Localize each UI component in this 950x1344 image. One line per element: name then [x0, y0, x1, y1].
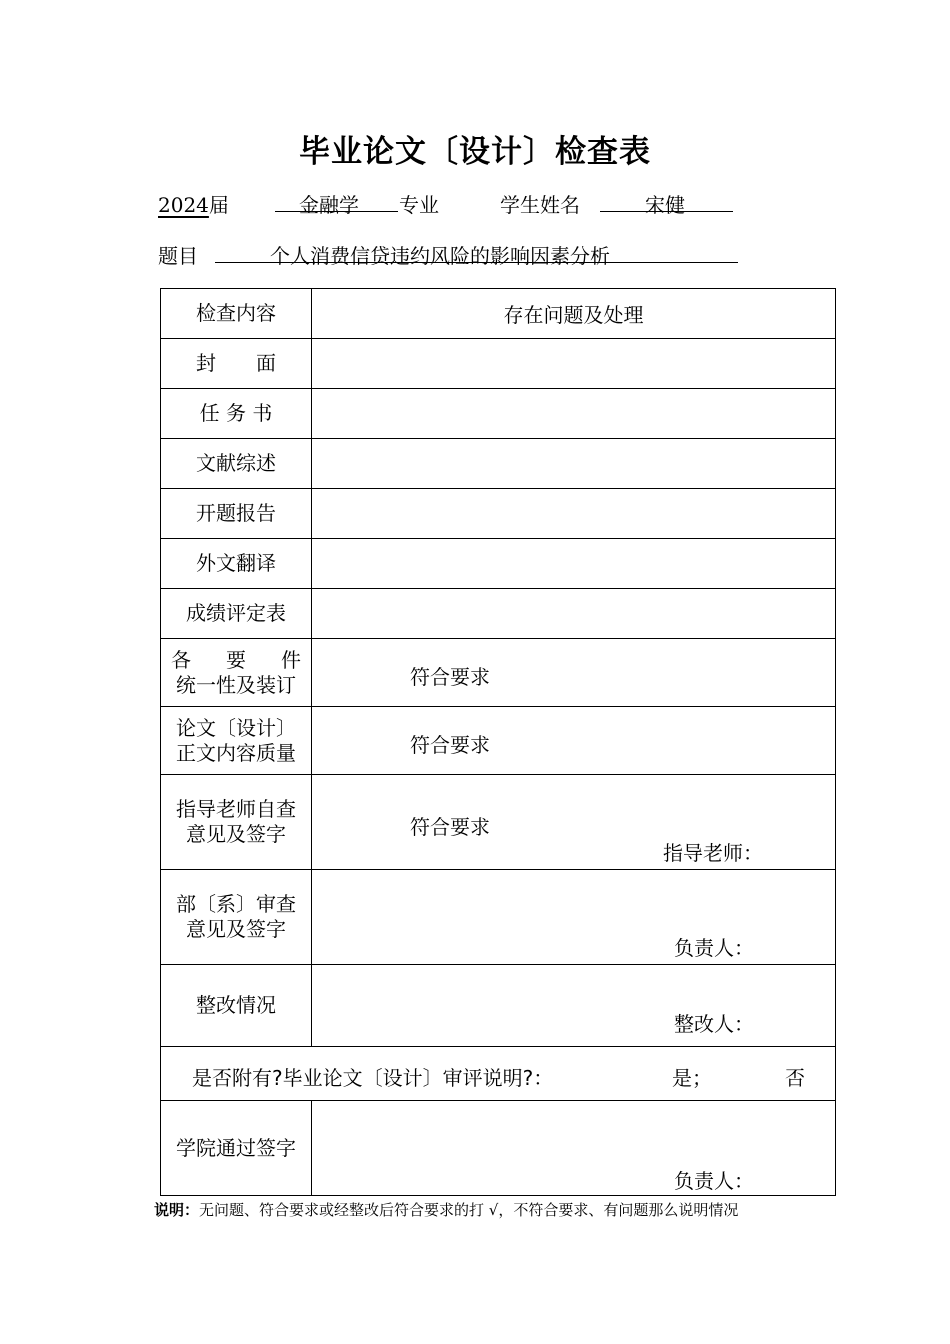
table-row	[161, 489, 836, 539]
binding-line1: 各 要 件	[171, 647, 301, 672]
row-label-translation: 外文翻译	[161, 539, 312, 589]
table-header-row	[161, 289, 836, 339]
table-row	[161, 1101, 836, 1196]
dept-line1: 部〔系〕审查	[176, 892, 296, 916]
row-label-quality	[161, 707, 312, 775]
row-label-binding	[161, 639, 312, 707]
topic-value: 个人消费信贷违约风险的影响因素分析	[270, 244, 610, 268]
table-row	[161, 439, 836, 489]
footnote-label: 说明：	[154, 1201, 200, 1219]
row-value-revise[interactable]	[312, 965, 836, 1047]
row-value-quality[interactable]	[312, 707, 836, 775]
table-row	[161, 589, 836, 639]
footnote	[154, 1199, 738, 1220]
row-value-review[interactable]	[312, 439, 836, 489]
quality-value: 符合要求	[410, 733, 490, 757]
quality-line1: 论文〔设计〕	[176, 715, 296, 740]
row-label-proposal: 开题报告	[161, 489, 312, 539]
table-row	[161, 639, 836, 707]
row-label-college: 学院通过签字	[161, 1101, 312, 1196]
row-value-proposal[interactable]	[312, 489, 836, 539]
footnote-text: 无问题、符合要求或经整改后符合要求的打 √，不符合要求、有问题那么说明情况	[199, 1201, 739, 1219]
year-line	[158, 189, 229, 218]
table-row	[161, 965, 836, 1047]
major-label: 专业	[399, 193, 439, 217]
binding-value: 符合要求	[410, 665, 490, 689]
advisor-line2: 意见及签字	[186, 822, 286, 846]
advisor-value: 符合要求	[410, 815, 490, 839]
revise-sign-label: 整改人：	[674, 1012, 754, 1036]
year-suffix: 届	[208, 193, 229, 217]
table-row	[161, 389, 836, 439]
table-row	[161, 339, 836, 389]
table-row	[161, 707, 836, 775]
row-value-cover[interactable]	[312, 339, 836, 389]
table-row	[161, 1047, 836, 1101]
row-label-advisor	[161, 775, 312, 870]
major-value: 金融学	[299, 193, 359, 217]
row-label-task: 任 务 书	[161, 389, 312, 439]
dept-line2: 意见及签字	[186, 917, 286, 941]
col-issue-header: 存在问题及处理	[312, 289, 836, 339]
page-title: 毕业论文〔设计〕检查表	[299, 134, 651, 170]
row-value-grade[interactable]	[312, 589, 836, 639]
row-value-translation[interactable]	[312, 539, 836, 589]
row-label-cover: 封 面	[161, 339, 312, 389]
col-item-header: 检查内容	[161, 289, 312, 339]
advisor-line1: 指导老师自查	[176, 797, 296, 821]
row-label-dept	[161, 870, 312, 965]
attach-question: 是否附有?毕业论文〔设计〕审评说明?：	[192, 1066, 554, 1090]
attach-no[interactable]: 否	[785, 1066, 805, 1090]
student-name: 宋健	[645, 193, 685, 217]
row-value-college[interactable]	[312, 1101, 836, 1196]
row-value-task[interactable]	[312, 389, 836, 439]
topic-label: 题目	[158, 244, 198, 268]
dept-sign-label: 负责人：	[674, 936, 754, 960]
year-value: 2024	[158, 193, 209, 217]
row-label-revise: 整改情况	[161, 965, 312, 1047]
row-value-advisor[interactable]	[312, 775, 836, 870]
row-label-review: 文献综述	[161, 439, 312, 489]
table-row	[161, 539, 836, 589]
row-label-grade: 成绩评定表	[161, 589, 312, 639]
attach-yes[interactable]: 是；	[672, 1066, 712, 1090]
attach-row[interactable]	[161, 1047, 836, 1101]
checklist-table	[160, 288, 836, 1196]
table-row	[161, 870, 836, 965]
college-sign-label: 负责人：	[674, 1169, 754, 1193]
row-value-dept[interactable]	[312, 870, 836, 965]
table-row	[161, 775, 836, 870]
quality-line2: 正文内容质量	[176, 740, 296, 765]
advisor-sign-label: 指导老师：	[663, 841, 763, 865]
student-label: 学生姓名	[500, 193, 580, 217]
binding-line2: 统一性及装订	[176, 672, 296, 697]
row-value-binding[interactable]	[312, 639, 836, 707]
